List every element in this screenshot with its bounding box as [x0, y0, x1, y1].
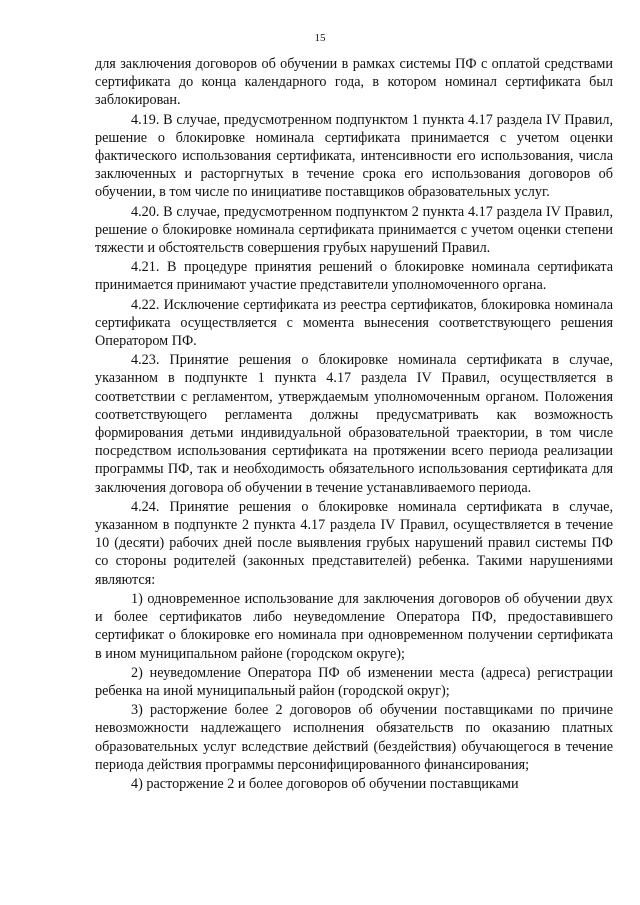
- list-item-1: 1) одновременное использование для заключения договоров об обучении двух и более сертификатов либо неуведомление Оператора ПФ, предоставившего сертификат о блокировке его номинала при одновременном получении сертификата в ином муниципальном районе (городском округе);: [95, 590, 613, 662]
- paragraph-4-19: 4.19. В случае, предусмотренном подпунктом 1 пункта 4.17 раздела IV Правил, решение о блокировке номинала сертификата принимается с учетом оценки фактического использования сертификата, интенсивности его использования, числа заключенных и расторгнутых в течение срока его использования договоров об обучении, в том числе по инициативе поставщиков образовательных услуг.: [95, 111, 613, 201]
- list-item-2: 2) неуведомление Оператора ПФ об изменении места (адреса) регистрации ребенка на иной муниципальный район (городской округ);: [95, 664, 613, 699]
- list-item-3: 3) расторжение более 2 договоров об обучении поставщиками по причине невозможности надлежащего исполнения обязательств по оказанию платных образовательных услуг вследствие действий (бездействия) обучающегося в течение периода действия программы персонифицированного финансирования;: [95, 702, 613, 773]
- document-body: [95, 55, 613, 794]
- paragraph-4-22: 4.22. Исключение сертификата из реестра сертификатов, блокировка номинала сертификата осуществляется с момента вынесения соответствующего решения Оператором ПФ.: [95, 296, 613, 350]
- paragraph-4-21: 4.21. В процедуре принятия решений о блокировке номинала сертификата принимается принимают участие представители уполномоченного органа.: [95, 259, 613, 294]
- paragraph-4-20: 4.20. В случае, предусмотренном подпунктом 2 пункта 4.17 раздела IV Правил, решение о блокировке номинала сертификата принимается с учетом оценки степени тяжести и обстоятельств совершения грубых нарушений Правил.: [95, 203, 613, 257]
- page-number: 15: [314, 32, 326, 44]
- list-item-4: 4) расторжение 2 и более договоров об обучении поставщиками: [131, 775, 519, 792]
- paragraph-continuation: для заключения договоров об обучении в рамках системы ПФ с оплатой средствами сертификата до конца календарного года, в котором номинал сертификата был заблокирован.: [95, 56, 613, 109]
- paragraph-4-23: 4.23. Принятие решения о блокировке номинала сертификата в случае, указанном в подпункте 1 пункта 4.17 раздела IV Правил, осуществляется в соответствии с регламентом, утверждаемым уполномоченным органом. Положения соответствующего регламента должны предусматривать как возможность формирования детьми индивидуальной образовательной траектории, в том числе посредством использования сертификата на протяжении всего периода реализации программы ПФ, так и необходимость обязательного использования сертификата для заключения договора об обучении в течение устанавливаемого периода.: [95, 352, 613, 496]
- paragraph-4-24: 4.24. Принятие решения о блокировке номинала сертификата в случае, указанном в подпункте 2 пункта 4.17 раздела IV Правил, осуществляется в течение 10 (десяти) рабочих дней после выявления грубых нарушений правил системы ПФ со стороны родителей (законных представителей) ребенка. Такими нарушениями являются:: [95, 498, 613, 588]
